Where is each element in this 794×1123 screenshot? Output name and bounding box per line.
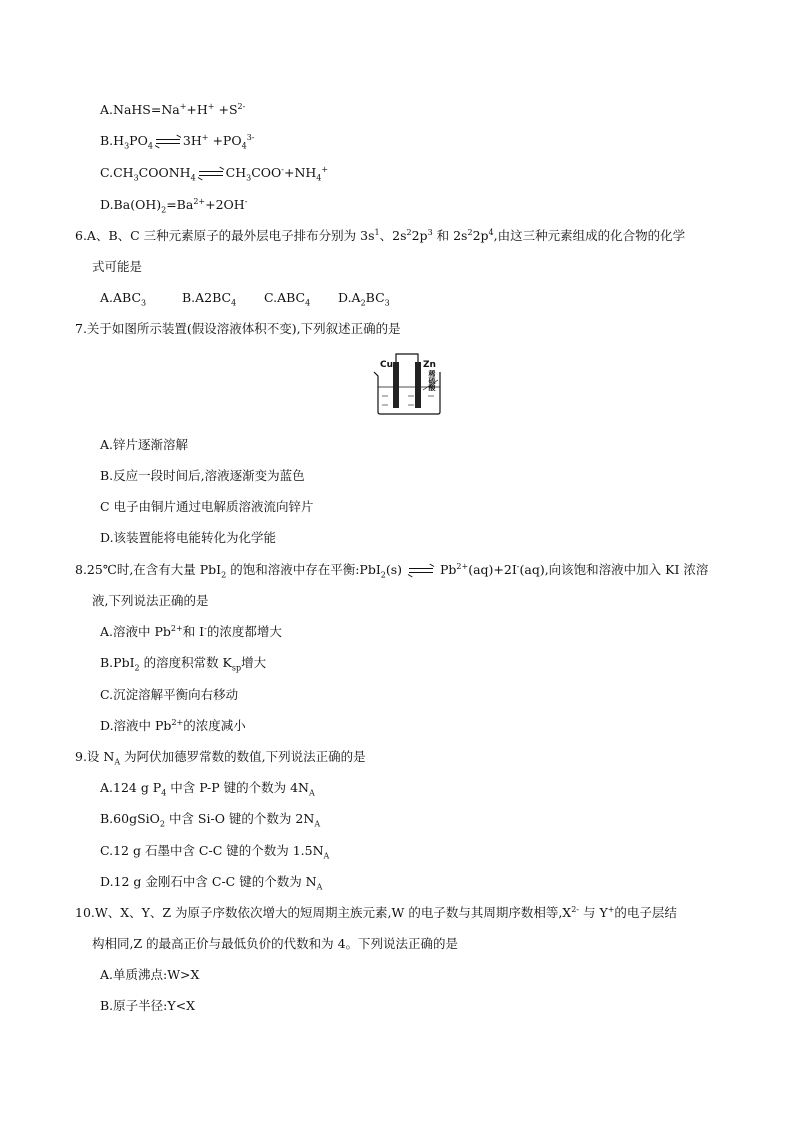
option-5c: $C.CH_3COONH_4$ $CH_3COO^-+NH_4^+$ — [100, 164, 329, 183]
question-8: 8.25℃时,在含有大量 PbI$_2$ 的饱和溶液中存在平衡:PbI$_2$(s) $Pb^{2+}(aq)+2I^-(aq)$,向该饱和溶液中加入 KI 浓溶 — [75, 561, 709, 580]
question-6-options: $A.ABC_3$ $B.A2BC_4$ $C.ABC_4$ $D.A_2BC_3$ — [100, 290, 390, 308]
option-9d: D.12 g 金刚石中含 C-C 键的个数为 $N_A$ — [100, 874, 323, 892]
option-8a: A.溶液中 $Pb^{2+}$和 I-的浓度都增大 — [100, 623, 282, 639]
option-10b: B.原子半径:Y<X — [100, 998, 195, 1013]
question-7: 7.关于如图所示装置(假设溶液体积不变),下列叙述正确的是 — [75, 321, 401, 336]
equilibrium-arrow-icon — [199, 169, 223, 179]
cu-label: Cu — [380, 360, 394, 370]
question-6: 6.A、B、C 三种元素原子的最外层电子排布分别为 $3s^1$、$2s^22p^3$ 和 $2s^22p^4$,由这三种元素组成的化合物的化学 — [75, 227, 686, 243]
option-7b: B.反应一段时间后,溶液逐渐变为蓝色 — [100, 468, 305, 483]
question-9: 9.设 $N_A$ 为阿伏加德罗常数的数值,下列说法正确的是 — [75, 749, 366, 767]
option-7d: D.该装置能将电能转化为化学能 — [100, 530, 277, 545]
equilibrium-arrow-icon — [409, 566, 433, 576]
option-5d: $D.Ba(OH)_2=Ba^{2+}+2OH^-$ — [100, 196, 248, 215]
option-5b: $B.H_3PO_4$ $3H^+ +PO_4^{3-}$ — [100, 132, 255, 151]
option-9a: A.124 g $P_4$ 中含 P-P 键的个数为 $4N_A$ — [100, 780, 315, 798]
option-9b: B.60gSiO$_2$ 中含 Si-O 键的个数为 $2N_A$ — [100, 811, 321, 829]
galvanic-cell-figure — [368, 350, 454, 418]
question-10-cont: 构相同,Z 的最高正价与最低负价的代数和为 4。下列说法正确的是 — [92, 936, 459, 951]
question-10: 10.W、X、Y、Z 为原子序数依次增大的短周期主族元素,W 的电子数与其周期序数相等$,X^{2-}$ 与 Y+的电子层结 — [75, 904, 677, 920]
zn-label: Zn — [423, 360, 436, 370]
option-8b: B.PbI$_2$ 的溶度积常数 $K_{sp}$增大 — [100, 655, 267, 673]
option-8c: C.沉淀溶解平衡向右移动 — [100, 687, 239, 702]
option-9c: C.12 g 石墨中含 C-C 键的个数为 $1.5N_A$ — [100, 843, 330, 861]
option-7a: A.锌片逐渐溶解 — [100, 437, 189, 452]
question-8-cont: 液,下列说法正确的是 — [92, 593, 209, 608]
option-10a: A.单质沸点:W>X — [100, 967, 200, 982]
option-8d: D.溶液中 $Pb^{2+}$的浓度减小 — [100, 717, 246, 733]
option-5a: A.NaHS=Na++H+ $+S^{2-}$ — [100, 101, 246, 117]
equilibrium-arrow-icon — [156, 137, 180, 147]
question-6-cont: 式可能是 — [92, 259, 143, 274]
option-7c: C 电子由铜片通过电解质溶液流向锌片 — [100, 499, 314, 514]
acid-label: 稀硫酸 — [428, 370, 436, 391]
